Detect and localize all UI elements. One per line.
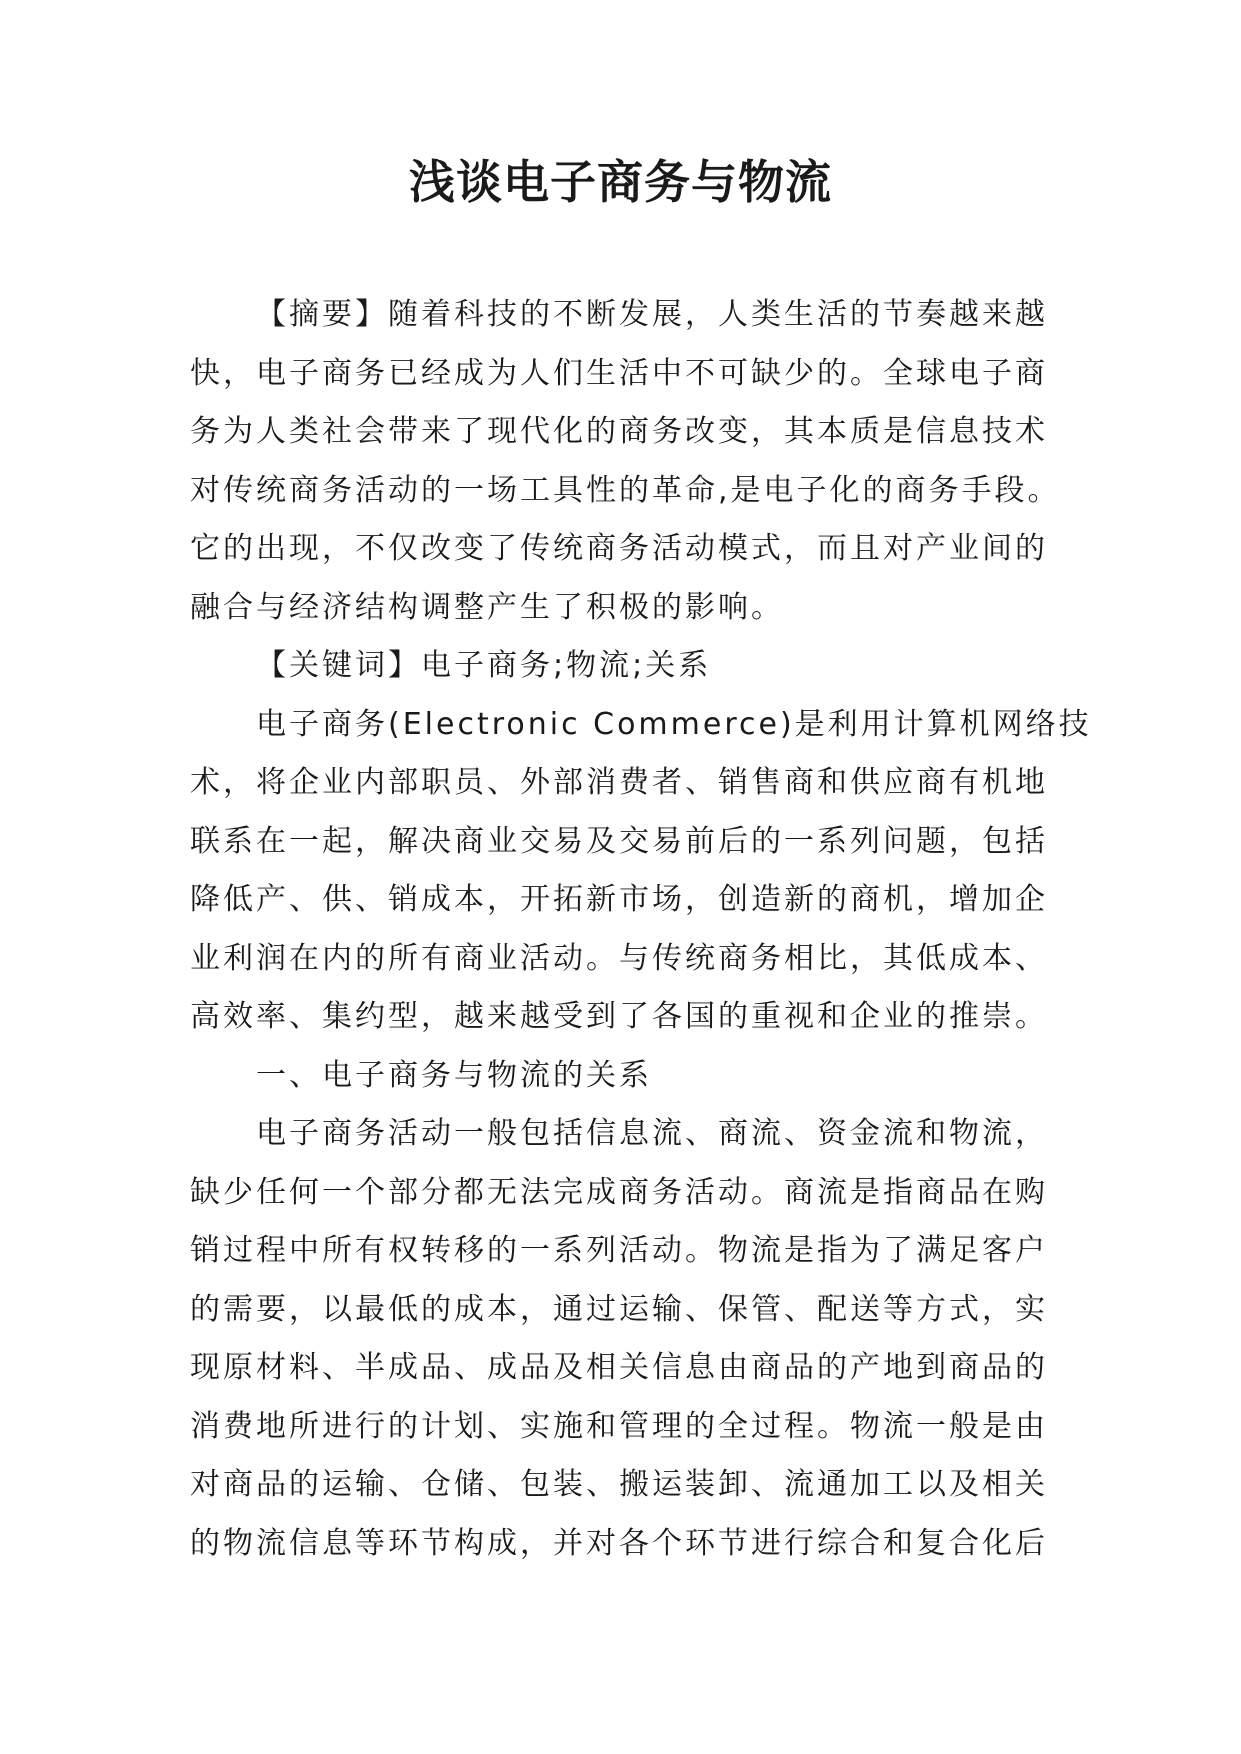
text-line: 业利润在内的所有商业活动。与传统商务相比，其低成本、 — [190, 940, 1048, 976]
abstract-paragraph — [190, 286, 1070, 637]
section-heading — [190, 1047, 1070, 1106]
text-line: 的物流信息等环节构成，并对各个环节进行综合和复合化后 — [190, 1525, 1048, 1561]
text-line: 现原材料、半成品、成品及相关信息由商品的产地到商品的 — [190, 1350, 1048, 1385]
body-paragraph — [190, 696, 1092, 1047]
text-line: 电子商务(Electronic Commerce)是利用计算机网络技 — [256, 706, 1092, 742]
document-title: 浅谈电子商务与物流 — [409, 155, 832, 209]
text-line: 高效率、集约型，越来越受到了各国的重视和企业的推崇。 — [190, 999, 1048, 1034]
text-line: 降低产、供、销成本，开拓新市场，创造新的商机，增加企 — [190, 882, 1048, 917]
text-line: 【关键词】电子商务;物流;关系 — [256, 648, 712, 683]
text-line: 术，将企业内部职员、外部消费者、销售商和供应商有机地 — [190, 765, 1048, 800]
text-line: 缺少任何一个部分都无法完成商务活动。商流是指商品在购 — [190, 1174, 1048, 1210]
document-body — [190, 286, 1092, 1573]
text-line: 【摘要】随着科技的不断发展，人类生活的节奏越来越 — [256, 297, 1048, 332]
text-line: 务为人类社会带来了现代化的商务改变，其本质是信息技术 — [190, 414, 1048, 449]
text-line: 联系在一起，解决商业交易及交易前后的一系列问题，包括 — [190, 823, 1048, 859]
text-line: 融合与经济结构调整产生了积极的影响。 — [190, 589, 784, 625]
text-line: 对商品的运输、仓储、包装、搬运装卸、流通加工以及相关 — [190, 1467, 1048, 1502]
text-line: 一、电子商务与物流的关系 — [256, 1057, 652, 1093]
text-line: 电子商务活动一般包括信息流、商流、资金流和物流， — [256, 1116, 1048, 1151]
text-line: 消费地所进行的计划、实施和管理的全过程。物流一般是由 — [190, 1408, 1048, 1444]
text-line: 快，电子商务已经成为人们生活中不可缺少的。全球电子商 — [190, 355, 1048, 391]
text-line: 对传统商务活动的一场工具性的革命,是电子化的商务手段。 — [190, 472, 1061, 508]
text-line: 它的出现，不仅改变了传统商务活动模式，而且对产业间的 — [190, 531, 1048, 566]
keywords-paragraph — [190, 637, 1070, 696]
text-line: 的需要，以最低的成本，通过运输、保管、配送等方式，实 — [190, 1291, 1048, 1327]
text-line: 销过程中所有权转移的一系列活动。物流是指为了满足客户 — [190, 1233, 1048, 1268]
body-paragraph — [190, 1105, 1070, 1573]
